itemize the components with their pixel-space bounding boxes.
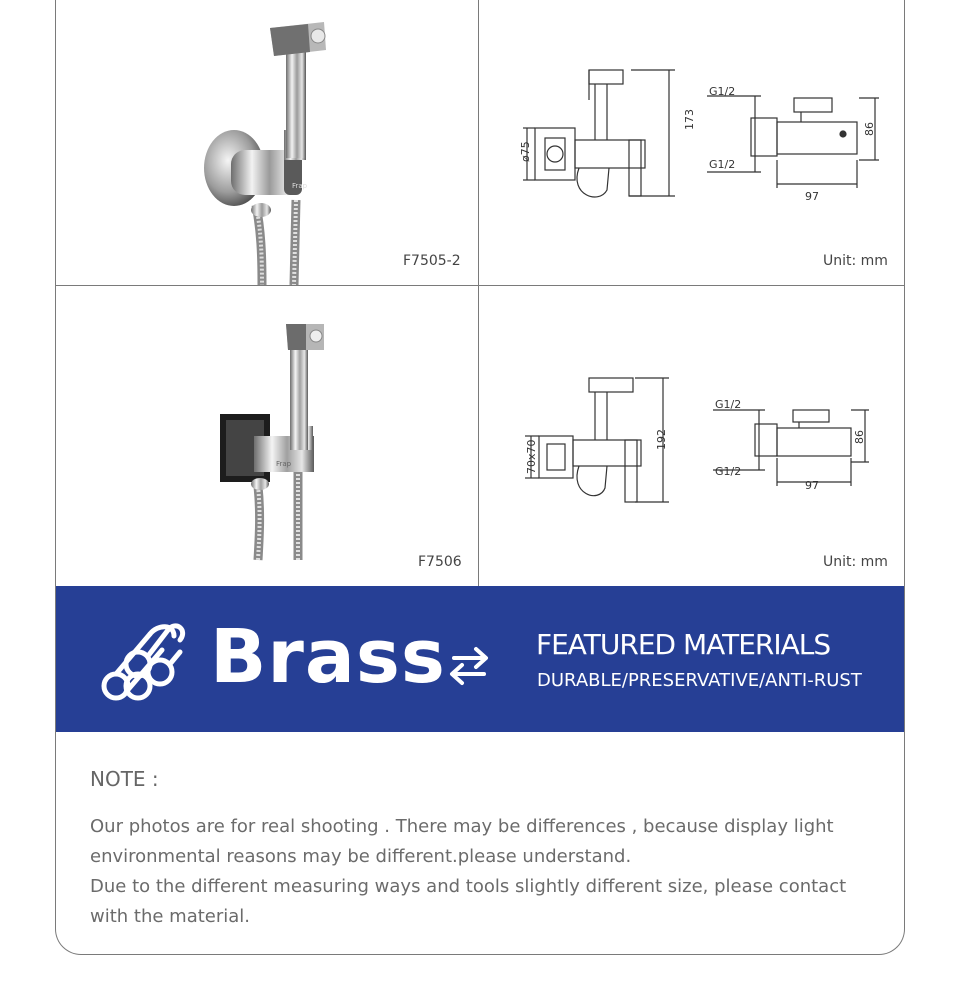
dimension-drawing-cell (479, 286, 904, 586)
bidet-sprayer-round-image (56, 0, 478, 285)
dim-inlet-bottom: G1/2 (715, 465, 742, 478)
note-paragraph: Due to the different measuring ways and tools slightly different size, please contact with the material. (90, 876, 847, 927)
unit-label: Unit: mm (823, 253, 888, 269)
pipes-icon (100, 616, 190, 706)
product-photo-cell (56, 286, 478, 586)
dim-depth: 86 (853, 430, 866, 444)
product-photo-cell (56, 0, 478, 285)
banner-title: FEATURED MATERIALS (536, 628, 831, 661)
bidet-sprayer-square-image (56, 286, 478, 586)
dim-plate: ø75 (519, 141, 532, 162)
dim-inlet-top: G1/2 (715, 398, 742, 411)
dim-length: 97 (805, 190, 819, 203)
dim-inlet-bottom: G1/2 (709, 158, 736, 171)
note-paragraph: Our photos are for real shooting . There may be differences , because display light environmental reasons may be different.please understand. (90, 816, 834, 867)
technical-drawing-round (479, 0, 904, 285)
dim-inlet-top: G1/2 (709, 85, 736, 98)
brand-mark: Frap (276, 460, 292, 468)
unit-label: Unit: mm (823, 554, 888, 570)
note-heading: NOTE : (90, 767, 159, 791)
note-body (90, 812, 890, 932)
dim-plate: 70x70 (525, 439, 538, 474)
banner-subtitle: DURABLE/PRESERVATIVE/ANTI-RUST (537, 670, 862, 691)
model-label: F7506 (418, 554, 462, 570)
material-name: Brass (210, 614, 446, 700)
dimension-drawing-cell (479, 0, 904, 285)
brand-mark: Frap (292, 182, 308, 190)
model-label: F7505-2 (403, 253, 461, 269)
dim-length: 97 (805, 479, 819, 492)
technical-drawing-square (479, 286, 904, 586)
dim-height: 173 (683, 109, 696, 130)
exchange-arrows-icon (446, 644, 492, 688)
dim-height: 192 (655, 429, 668, 450)
dim-depth: 86 (863, 122, 876, 136)
